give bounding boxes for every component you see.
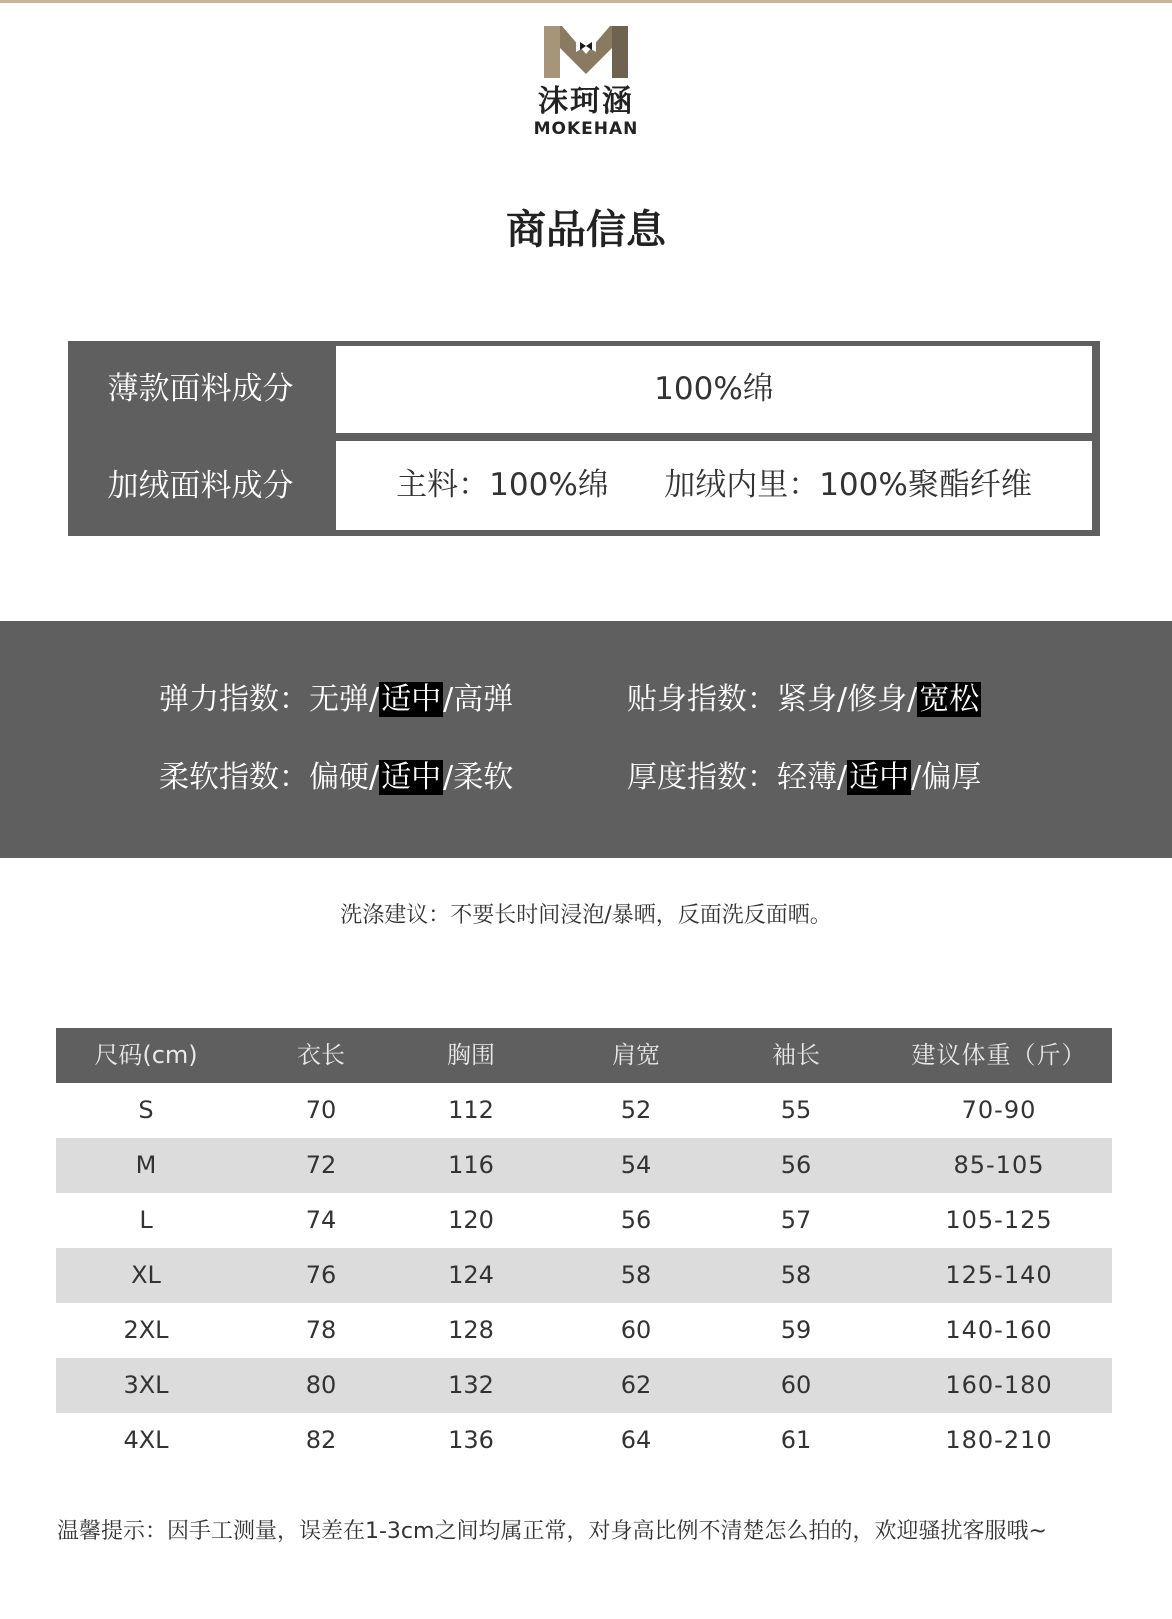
- cell-sleeve: 56: [780, 1151, 812, 1179]
- cell-shoulder: 54: [620, 1151, 652, 1179]
- fabric-value: 主料：100%绵 加绒内里：100%聚酯纤维: [336, 441, 1092, 530]
- cell-length: 82: [305, 1426, 337, 1454]
- header-shoulder: 肩宽: [612, 1041, 660, 1069]
- table-row: [56, 1248, 1112, 1303]
- index-label: 厚度指数：: [627, 760, 777, 795]
- header-length: 衣长: [297, 1041, 345, 1069]
- header-size: 尺码(cm): [94, 1041, 198, 1069]
- thickness-index: 厚度指数：轻薄/适中/偏厚: [627, 760, 982, 795]
- cell-size: 4XL: [123, 1426, 169, 1454]
- cell-weight: 85-105: [953, 1151, 1045, 1179]
- index-option-selected: 适中: [381, 760, 442, 795]
- cell-size: 3XL: [123, 1371, 169, 1399]
- brand-name-en: MOKEHAN: [533, 119, 639, 139]
- index-label: 弹力指数：: [159, 682, 309, 717]
- cell-shoulder: 60: [620, 1316, 652, 1344]
- index-option: 无弹: [309, 682, 369, 717]
- wash-advice: 洗涤建议：不要长时间浸泡/暴晒，反面洗反面晒。: [340, 903, 832, 928]
- index-band: [0, 621, 1172, 858]
- cell-weight: 140-160: [945, 1316, 1053, 1344]
- softness-index: 柔软指数：偏硬/适中/柔软: [159, 760, 514, 795]
- cell-sleeve: 55: [780, 1096, 812, 1124]
- header-chest: 胸围: [447, 1041, 495, 1069]
- cell-length: 72: [305, 1151, 337, 1179]
- cell-length: 80: [305, 1371, 337, 1399]
- index-option-selected: 适中: [849, 760, 910, 795]
- fabric-value: 100%绵: [336, 346, 1092, 433]
- cell-size: XL: [131, 1261, 161, 1289]
- cell-sleeve: 61: [780, 1426, 812, 1454]
- cell-sleeve: 57: [780, 1206, 812, 1234]
- cell-sleeve: 58: [780, 1261, 812, 1289]
- brand-name-cn: 沫珂涵: [538, 84, 634, 119]
- index-option: 柔软: [453, 760, 514, 795]
- cell-shoulder: 64: [620, 1426, 652, 1454]
- brand-logo: [515, 22, 657, 144]
- table-row: [56, 1413, 1112, 1468]
- header-weight: 建议体重（斤）: [911, 1041, 1087, 1069]
- crown-m-icon: [540, 22, 632, 80]
- cell-chest: 112: [448, 1096, 494, 1124]
- fabric-row-fleece: [68, 438, 1100, 534]
- cell-size: S: [138, 1096, 154, 1124]
- index-option-selected: 适中: [381, 682, 442, 717]
- fabric-label: 加绒面料成分: [107, 468, 294, 504]
- fabric-table: [68, 341, 1100, 536]
- cell-size: L: [139, 1206, 153, 1234]
- top-border: [0, 0, 1172, 3]
- cell-weight: 160-180: [945, 1371, 1053, 1399]
- cell-weight: 125-140: [945, 1261, 1053, 1289]
- index-label: 贴身指数：: [627, 682, 777, 717]
- header-sleeve: 袖长: [772, 1041, 820, 1069]
- cell-size: 2XL: [123, 1316, 169, 1344]
- index-option: 轻薄: [777, 760, 837, 795]
- fit-index: 贴身指数：紧身/修身/宽松: [627, 682, 980, 717]
- cell-length: 76: [305, 1261, 337, 1289]
- index-label: 柔软指数：: [159, 760, 309, 795]
- cell-chest: 132: [448, 1371, 494, 1399]
- index-option: 偏硬: [309, 760, 369, 795]
- table-row: [56, 1083, 1112, 1138]
- index-option: 修身: [847, 682, 908, 717]
- table-row: [56, 1358, 1112, 1413]
- size-table-header: [56, 1028, 1112, 1083]
- table-row: [56, 1303, 1112, 1358]
- cell-shoulder: 56: [620, 1206, 652, 1234]
- cell-shoulder: 58: [620, 1261, 652, 1289]
- index-option-selected: 宽松: [919, 682, 980, 717]
- index-option: 偏厚: [921, 760, 982, 795]
- cell-length: 74: [305, 1206, 337, 1234]
- index-option: 高弹: [453, 682, 514, 717]
- cell-sleeve: 59: [780, 1316, 812, 1344]
- tip-note: 温馨提示：因手工测量，误差在1-3cm之间均属正常，对身高比例不清楚怎么拍的，欢迎骚扰客服哦~: [57, 1519, 1047, 1544]
- cell-shoulder: 52: [620, 1096, 652, 1124]
- cell-sleeve: 60: [780, 1371, 812, 1399]
- cell-size: M: [135, 1151, 157, 1179]
- cell-shoulder: 62: [620, 1371, 652, 1399]
- cell-length: 70: [305, 1096, 337, 1124]
- table-row: [56, 1138, 1112, 1193]
- fabric-label: 薄款面料成分: [107, 371, 294, 407]
- elasticity-index: 弹力指数：无弹/适中/高弹: [159, 682, 514, 717]
- cell-chest: 116: [448, 1151, 494, 1179]
- cell-weight: 70-90: [961, 1096, 1037, 1124]
- cell-weight: 105-125: [945, 1206, 1053, 1234]
- cell-chest: 128: [448, 1316, 494, 1344]
- size-table: [56, 1028, 1112, 1468]
- cell-weight: 180-210: [945, 1426, 1053, 1454]
- table-row: [56, 1193, 1112, 1248]
- cell-chest: 120: [448, 1206, 494, 1234]
- index-option: 紧身: [777, 682, 837, 717]
- page-title: 商品信息: [506, 207, 666, 253]
- fabric-row-thin: [68, 341, 1100, 437]
- cell-chest: 124: [448, 1261, 494, 1289]
- cell-chest: 136: [448, 1426, 494, 1454]
- cell-length: 78: [305, 1316, 337, 1344]
